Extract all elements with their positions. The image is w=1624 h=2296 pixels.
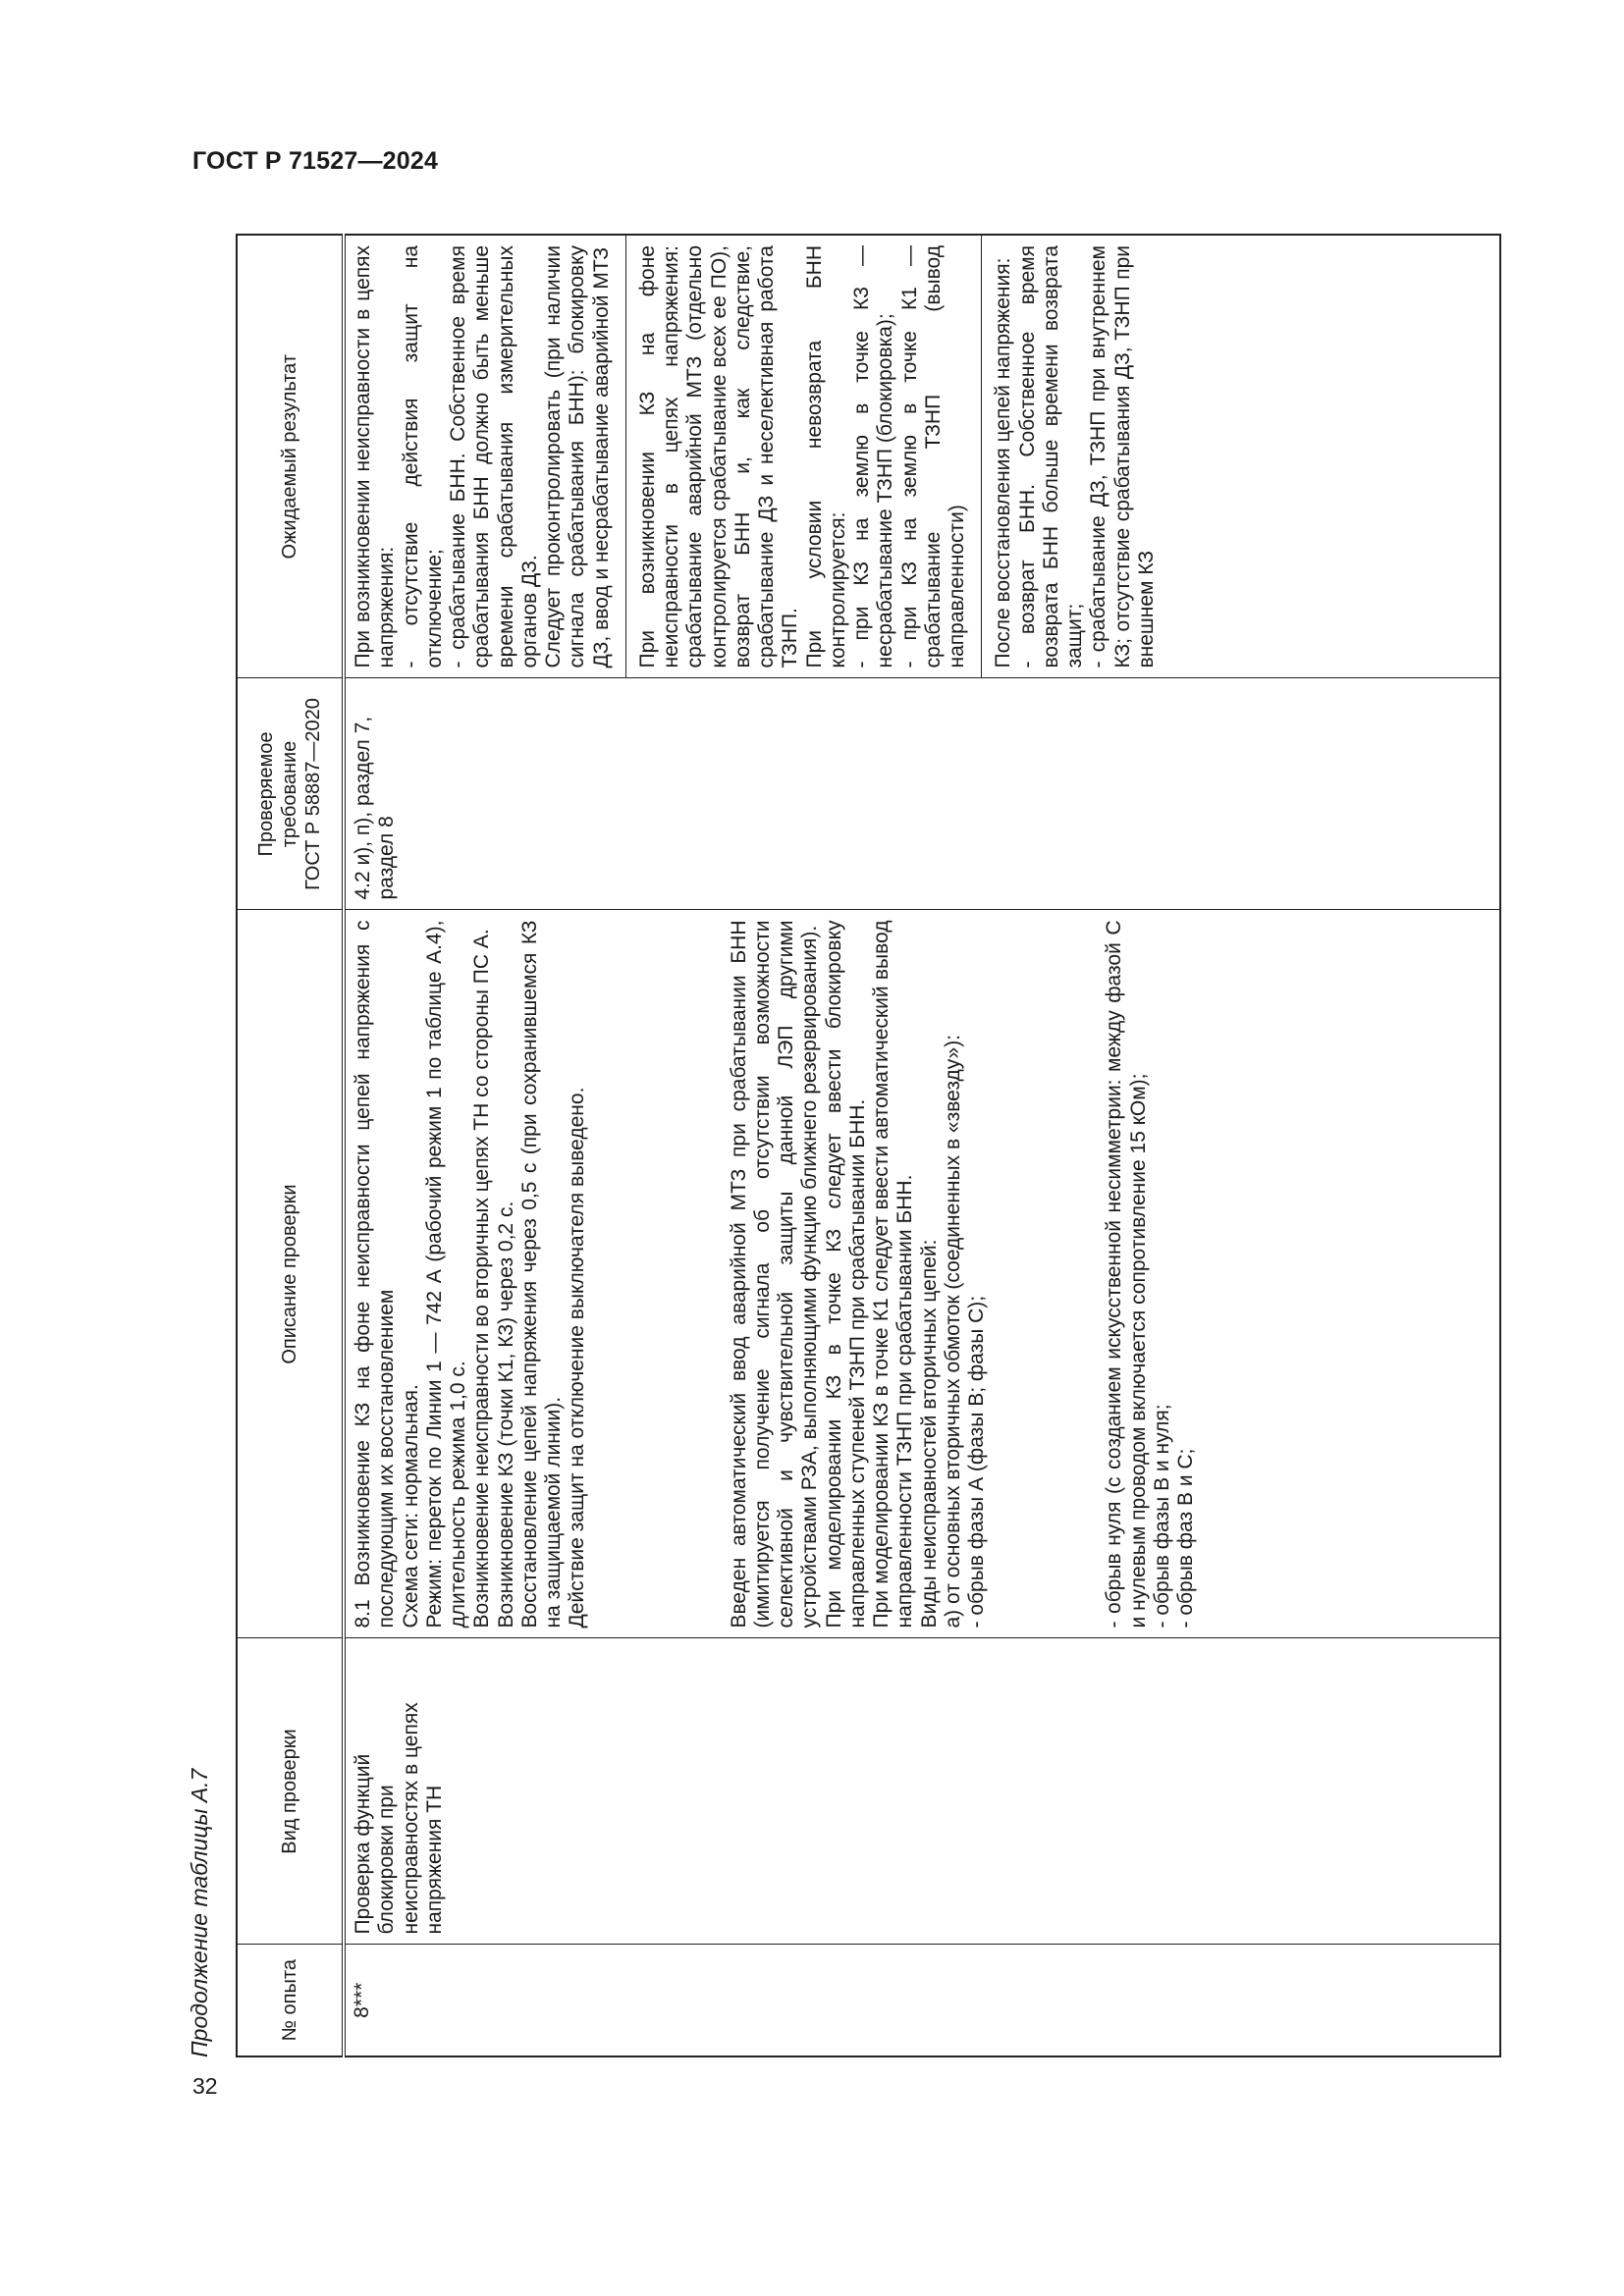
result-line: - при КЗ на землю в точке К1 — срабатывание ТЗНП (вывод направленности): [897, 245, 968, 668]
description-block-2: [728, 921, 990, 1629]
description-line: Возникновение неисправности во вторичных цепях ТН со стороны ПС А.: [470, 929, 494, 1629]
header-result: Ожидаемый результат: [237, 235, 344, 678]
table-header-row: [237, 235, 344, 2056]
rotated-table-area: [187, 224, 1522, 2057]
result-block-2: [625, 236, 970, 678]
result-line: - при КЗ на землю в точке К3 — несрабатывание ТЗНП (блокировка);: [850, 245, 897, 668]
description-line: - обрыв нуля (с созданием искусственной несимметрии: между фазой С и нулевым проводом включается сопротивление 15 кОм);: [1103, 920, 1150, 1629]
result-line: - возврат БНН. Собственное время возврата БНН больше времени возврата защит;: [1015, 245, 1086, 668]
description-line: а) от основных вторичных обмоток (соединенных в «звезду»):: [941, 1034, 964, 1629]
description-line: Действие защит на отключение выключателя выведено.: [566, 1087, 589, 1629]
description-line: Возникновение КЗ (точки К1, К3) через 0,2 с.: [494, 1201, 517, 1629]
description-line: - обрыв фаз В и С;: [1174, 1448, 1197, 1629]
result-block-3: [981, 236, 1159, 678]
document-header: ГОСТ Р 71527—2024: [192, 147, 439, 175]
description-line: Восстановление цепей напряжения через 0,5 с (при сохранившемся КЗ на защищаемой линии).: [517, 920, 565, 1629]
description-line: - обрыв фазы В и нуля;: [1150, 1404, 1173, 1629]
header-type: Вид проверки: [237, 1638, 344, 1945]
result-line: Следует проконтролировать (при наличии сигнала срабатывания БНН): блокировку ДЗ, ввод и несрабатывание аварийной МТЗ: [542, 245, 613, 668]
expected-result: [344, 235, 1500, 678]
test-table: [236, 234, 1501, 2057]
header-requirement-line-1: Проверяемое: [255, 731, 277, 857]
table-caption: Продолжение таблицы А.7: [187, 1768, 212, 2057]
result-line: - срабатывание БНН. Собственное время срабатывания БНН должно быть меньше времени срабатывания измерительных органов ДЗ.: [447, 245, 541, 668]
description-line: Схема сети: нормальная.: [399, 1384, 422, 1629]
description-line: При моделировании КЗ в точке К1 следует ввести автоматический вывод направленности ТЗНП при срабатывании БНН.: [870, 920, 917, 1629]
header-requirement: [237, 678, 344, 910]
header-description: Описание проверки: [237, 910, 344, 1638]
description-line: 8.1 Возникновение КЗ на фоне неисправности цепей напряжения с последующим их восстановлением: [352, 920, 399, 1629]
result-line: При возникновении КЗ на фоне неисправности в цепях напряжения: срабатывание аварийной МТЗ (отдельно контролируется срабатывание всех ее ПО), возврат БНН и, как следствие, срабатывание ДЗ и неселективная работа ТЗНП.: [635, 245, 802, 668]
result-line: При возникновении неисправности в цепях напряжения:: [352, 245, 399, 668]
header-requirement-line-2: требование: [279, 740, 300, 848]
description-line: Виды неисправностей вторичных цепей:: [917, 1239, 941, 1629]
test-description: [344, 910, 1500, 1638]
spacer: [989, 921, 1103, 1629]
result-line: - срабатывание ДЗ, ТЗНП при внутреннем КЗ; отсутствие срабатывания ДЗ, ТЗНП при внешнем КЗ: [1087, 245, 1158, 668]
spacer: [590, 921, 728, 1629]
result-line: - отсутствие действия защит на отключение;: [399, 245, 446, 668]
header-requirement-line-3: ГОСТ Р 58887—2020: [302, 698, 324, 890]
description-line: Режим: переток по Линии 1 — 742 А (рабочий режим 1 по таблице А.4), длительность режима 1,0 с.: [422, 920, 469, 1629]
test-type: Проверка функций блокировки при неисправностях в цепях напряжения ТН: [344, 1638, 1500, 1945]
description-block-1: [352, 921, 590, 1629]
description-line: При моделировании КЗ в точке К3 следует ввести блокировку направленных ступеней ТЗНП при срабатывании БНН.: [822, 920, 869, 1629]
test-number: 8***: [344, 1945, 1500, 2056]
test-requirement: 4.2 и), п), раздел 7, раздел 8: [344, 678, 1500, 910]
result-line: После восстановления цепей напряжения:: [992, 257, 1015, 668]
description-line: - обрыв фазы А (фазы В; фазы С);: [965, 1295, 988, 1629]
description-line: Введен автоматический ввод аварийной МТЗ при срабатывании БНН (имитируется получение сигнала об отсутствии возможности селективной и чувствительной защиты данной ЛЭП другими устройствами РЗА, выполняющими функцию ближнего резервирования).: [727, 920, 822, 1629]
result-line: При условии невозврата БНН контролируется:: [802, 245, 849, 668]
description-block-3: [1103, 921, 1198, 1629]
result-block-1: [352, 245, 614, 668]
header-num: № опыта: [237, 1945, 344, 2056]
page-number: 32: [192, 2073, 218, 2099]
table-row: [344, 235, 1500, 2056]
